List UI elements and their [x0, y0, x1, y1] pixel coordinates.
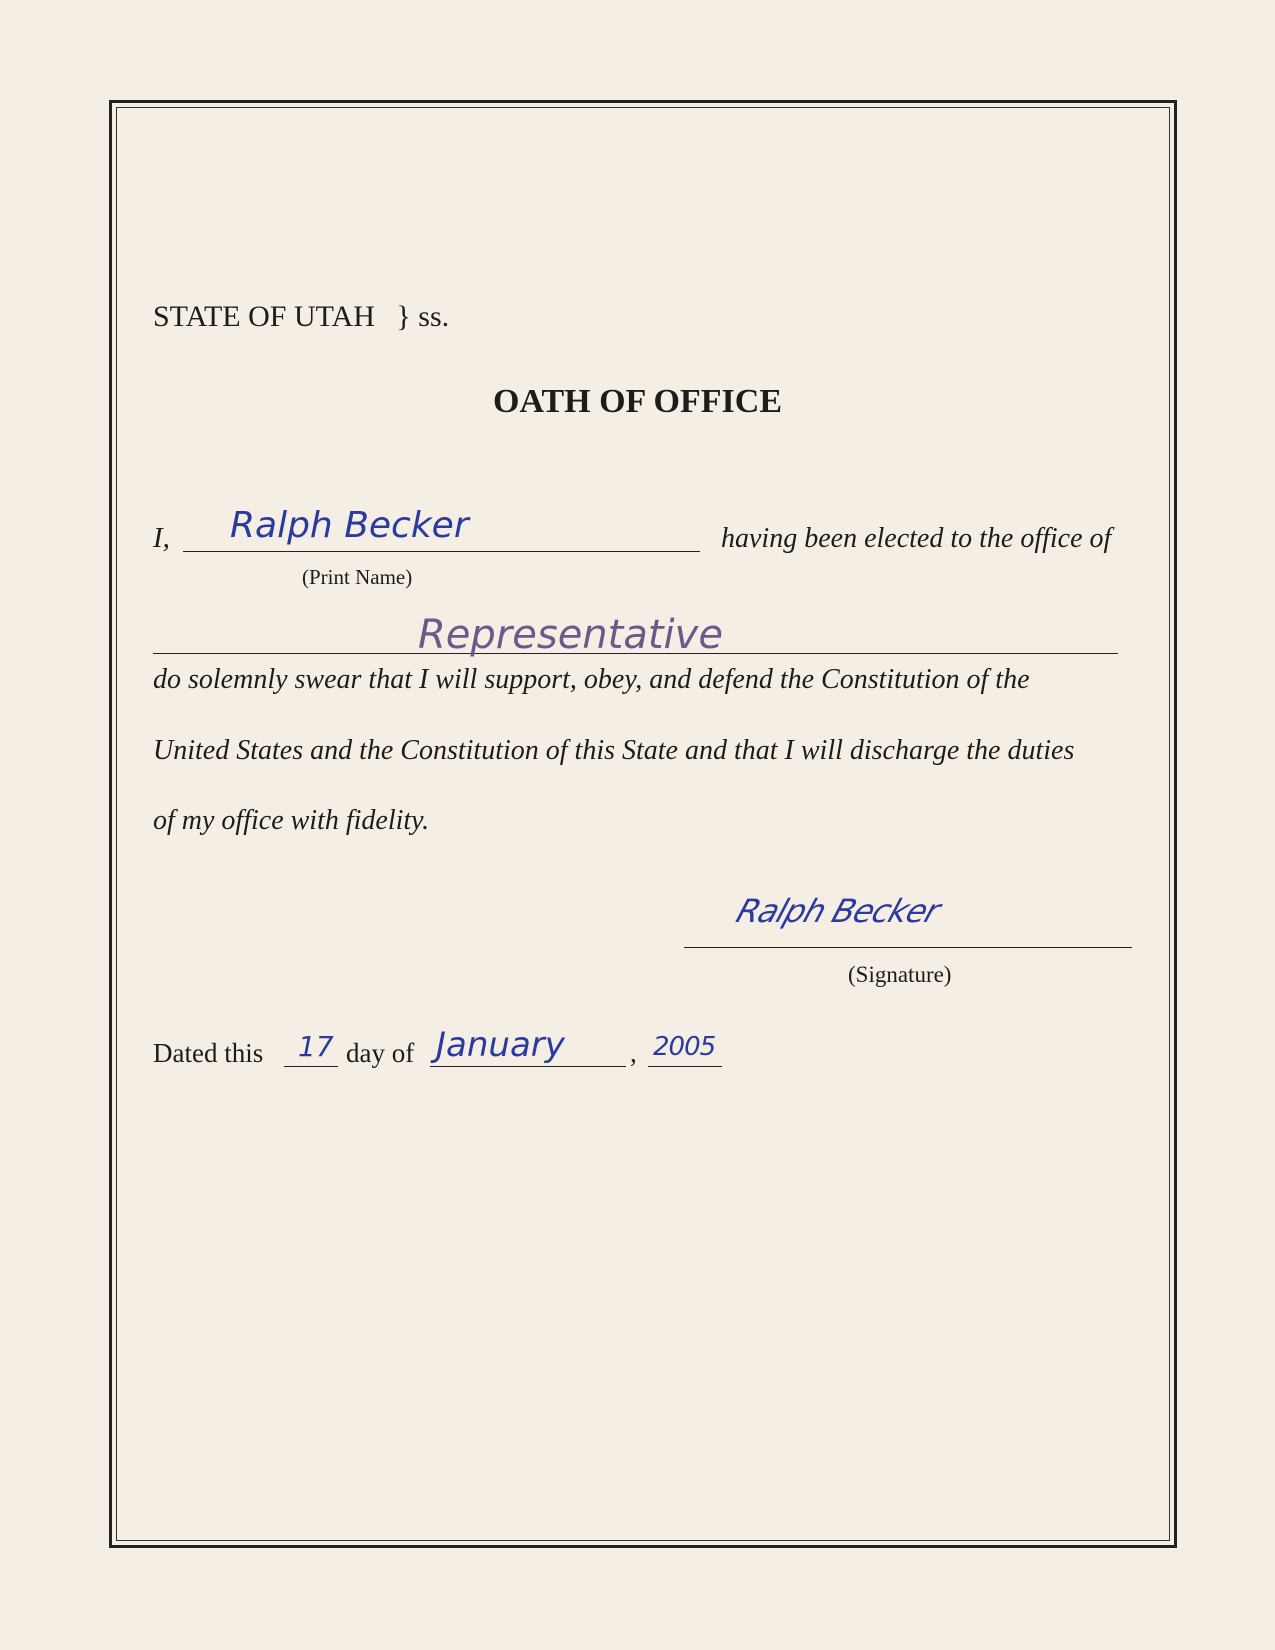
ss-mark: } ss.	[396, 300, 450, 333]
handwritten-signature: Ralph Becker	[731, 892, 945, 930]
year-underline	[648, 1066, 722, 1067]
handwritten-office: Representative	[418, 612, 723, 658]
oath-line-2: United States and the Constitution of this State and that I will discharge the duties	[153, 735, 1075, 766]
print-name-caption: (Print Name)	[302, 565, 413, 589]
name-prefix: I,	[153, 522, 170, 554]
elected-text: having been elected to the office of	[721, 523, 1112, 554]
dated-prefix: Dated this	[153, 1038, 264, 1068]
signature-underline	[684, 947, 1132, 948]
state-heading	[153, 300, 449, 334]
signature-caption: (Signature)	[848, 962, 952, 987]
name-underline	[183, 551, 700, 552]
dated-comma: ,	[630, 1038, 637, 1068]
oath-line-3: of my office with fidelity.	[153, 805, 430, 836]
handwritten-year: 2005	[653, 1032, 716, 1062]
day-underline	[284, 1066, 338, 1067]
handwritten-day: 17	[298, 1030, 334, 1063]
handwritten-month: January	[436, 1025, 565, 1065]
state-name: STATE OF UTAH	[153, 300, 375, 333]
oath-line-1: do solemnly swear that I will support, obey, and defend the Constitution of the	[153, 664, 1030, 695]
dated-middle: day of	[346, 1038, 415, 1068]
month-underline	[430, 1066, 626, 1067]
handwritten-name: Ralph Becker	[230, 505, 469, 546]
document-title: OATH OF OFFICE	[493, 383, 782, 420]
